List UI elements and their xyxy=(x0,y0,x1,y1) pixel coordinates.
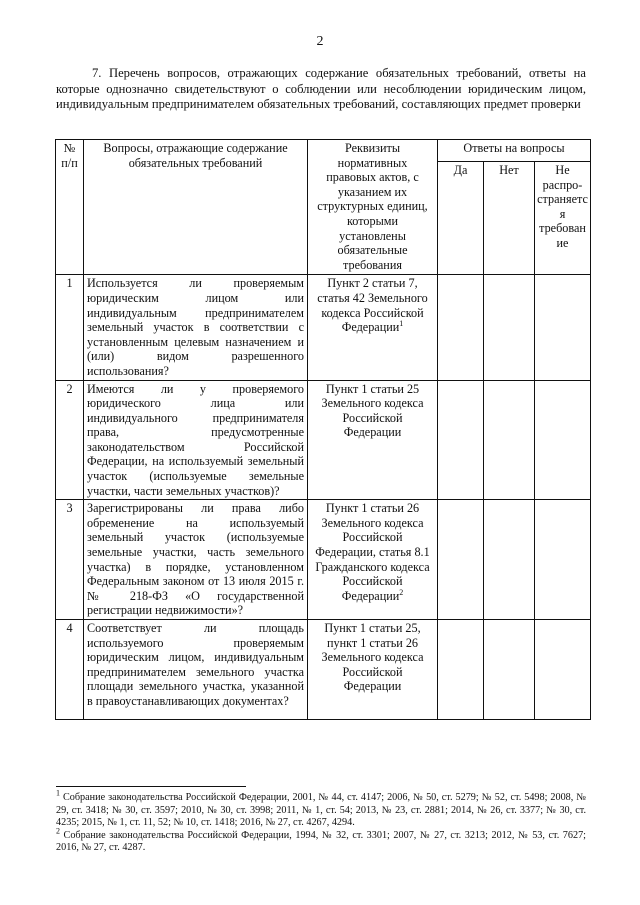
header-num: № п/п xyxy=(56,140,84,275)
row-question: Зарегистрированы ли права либо обременение на используемый земельный участок (используемые земельные участки, часть земельного участка) в порядке, установленном Федеральным законом от 13 июля 2015 г. № 218-ФЗ «О государственной регистрации недвижимости»? xyxy=(84,500,308,620)
answer-no-cell[interactable] xyxy=(484,500,535,620)
reference-text: Пункт 1 статьи 26 Земельного кодекса Российской Федерации, статья 8.1 Гражданского кодекса Российской Федерации xyxy=(315,501,430,603)
footnote xyxy=(56,826,586,855)
row-number: 1 xyxy=(56,275,84,380)
footnotes xyxy=(56,788,587,855)
row-reference xyxy=(308,380,438,500)
answer-not-applicable-cell[interactable] xyxy=(535,620,591,720)
row-reference xyxy=(308,620,438,720)
answer-yes-cell[interactable] xyxy=(438,500,484,620)
requirements-table xyxy=(55,139,591,720)
reference-text: Пункт 1 статьи 25 Земельного кодекса Российской Федерации xyxy=(321,381,424,440)
answer-no-cell[interactable] xyxy=(484,620,535,720)
table-row xyxy=(56,500,591,620)
row-question: Соответствует ли площадь используемого проверяемым юридическим лицом, индивидуальным предпринимателем земельного участка площади земельного участка, указанной в правоустанавливающих документах? xyxy=(84,620,308,720)
row-question: Имеются ли у проверяемого юридического лица или индивидуального предпринимателя права, предусмотренные законодательством Российской Федерации, на используемый земельный участок (используемые земельные участки, части земельных участков)? xyxy=(84,380,308,500)
table-row xyxy=(56,275,591,380)
footnote xyxy=(56,788,587,830)
section-heading: 7. Перечень вопросов, отражающих содержание обязательных требований, ответы на которые однозначно свидетельствуют о соблюдении или несоблюдении юридическим лицом, индивидуальным предпринимателем обязательных требований, составляющих предмет проверки xyxy=(56,66,586,111)
row-number: 2 xyxy=(56,380,84,500)
answer-yes-cell[interactable] xyxy=(438,275,484,380)
reference-text: Пункт 1 статьи 25, пункт 1 статьи 26 Земельного кодекса Российской Федерации xyxy=(321,621,424,694)
table-row xyxy=(56,380,591,500)
header-yes: Да xyxy=(438,162,484,275)
row-reference xyxy=(308,275,438,380)
answer-not-applicable-cell[interactable] xyxy=(535,500,591,620)
answer-yes-cell[interactable] xyxy=(438,380,484,500)
footnote-number: 1 xyxy=(56,788,60,798)
footnote-text: Собрание законодательства Российской Федерации, 1994, № 32, ст. 3301; 2007, № 27, ст. 3213; 2012, № 53, ст. 7627; 2016, № 27, ст. 4287. xyxy=(56,829,586,854)
footnote-mark: 1 xyxy=(399,319,404,329)
row-number: 3 xyxy=(56,500,84,620)
table-row xyxy=(56,620,591,720)
row-question: Используется ли проверяемым юридическим лицом или индивидуальным предпринимателем земельный участок в соответствии с установленным целевым назначением и (или) видом разрешенного использования? xyxy=(84,275,308,380)
answer-no-cell[interactable] xyxy=(484,380,535,500)
footnote-number: 2 xyxy=(56,826,60,836)
footnote-mark: 2 xyxy=(399,587,404,597)
page-number: 2 xyxy=(316,34,324,49)
header-reference: Реквизиты нормативных правовых актов, с указанием их структурных единиц, которыми установлены обязательные требования xyxy=(308,140,438,275)
header-answers: Ответы на вопросы xyxy=(438,140,591,162)
answer-yes-cell[interactable] xyxy=(438,620,484,720)
footnote-divider xyxy=(56,786,246,787)
reference-text: Пункт 2 статьи 7, статья 42 Земельного кодекса Российской Федерации xyxy=(317,276,428,335)
answer-no-cell[interactable] xyxy=(484,275,535,380)
answer-not-applicable-cell[interactable] xyxy=(535,275,591,380)
row-number: 4 xyxy=(56,620,84,720)
footnote-text: Собрание законодательства Российской Федерации, 2001, № 44, ст. 4147; 2006, № 50, ст. 5279; № 52, ст. 5498; 2008, № 29, ст. 3418; № 30, ст. 3597; 2010, № 30, ст. 3998; 2011, № 1, ст. 54; 2013, № 23, ст. 2881; 2014, № 26, ст. 3377; № 30, ст. 4235; 2015, № 1, ст. 11, 52; № 10, ст. 1418; 2016, № 27, ст. 4267, 4294. xyxy=(56,792,587,829)
header-question: Вопросы, отражающие содержание обязательных требований xyxy=(84,140,308,275)
table-header-row xyxy=(56,140,591,162)
header-not-applicable: Не распро-страняется требование xyxy=(535,162,591,275)
header-no: Нет xyxy=(484,162,535,275)
row-reference xyxy=(308,500,438,620)
answer-not-applicable-cell[interactable] xyxy=(535,380,591,500)
